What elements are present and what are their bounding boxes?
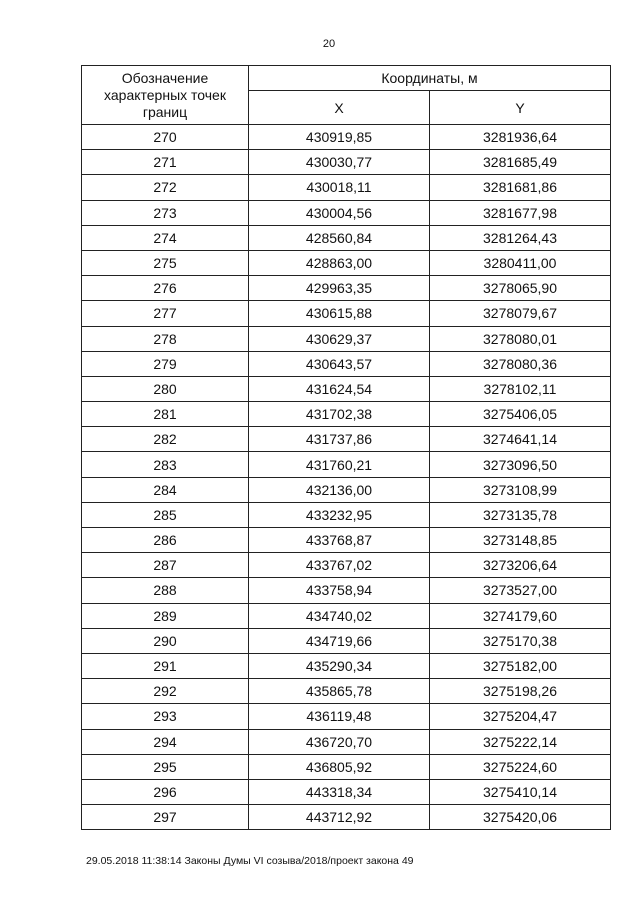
x-coordinate-cell: 433767,02	[249, 553, 430, 578]
y-coordinate-cell: 3281936,64	[430, 125, 611, 150]
table-row	[82, 679, 611, 704]
y-coordinate-cell: 3278102,11	[430, 376, 611, 401]
x-coordinate-cell: 434740,02	[249, 603, 430, 628]
point-id-cell: 288	[82, 578, 249, 603]
header-point-id: Обозначение характерных точек границ	[82, 66, 249, 125]
x-coordinate-cell: 429963,35	[249, 276, 430, 301]
x-coordinate-cell: 436720,70	[249, 729, 430, 754]
table-row	[82, 502, 611, 527]
y-coordinate-cell: 3275410,14	[430, 779, 611, 804]
x-coordinate-cell: 436119,48	[249, 704, 430, 729]
point-id-cell: 271	[82, 150, 249, 175]
point-id-cell: 290	[82, 628, 249, 653]
y-coordinate-cell: 3281681,86	[430, 175, 611, 200]
x-coordinate-cell: 431624,54	[249, 376, 430, 401]
point-id-cell: 270	[82, 125, 249, 150]
table-row	[82, 754, 611, 779]
table-row	[82, 704, 611, 729]
y-coordinate-cell: 3275420,06	[430, 805, 611, 830]
table-row	[82, 729, 611, 754]
table-row	[82, 175, 611, 200]
y-coordinate-cell: 3278065,90	[430, 276, 611, 301]
y-coordinate-cell: 3278080,36	[430, 351, 611, 376]
x-coordinate-cell: 432136,00	[249, 477, 430, 502]
point-id-cell: 297	[82, 805, 249, 830]
x-coordinate-cell: 430629,37	[249, 326, 430, 351]
table-row	[82, 225, 611, 250]
table-row	[82, 376, 611, 401]
x-coordinate-cell: 430643,57	[249, 351, 430, 376]
table-row	[82, 200, 611, 225]
x-coordinate-cell: 428560,84	[249, 225, 430, 250]
table-row	[82, 427, 611, 452]
y-coordinate-cell: 3275182,00	[430, 653, 611, 678]
x-coordinate-cell: 430615,88	[249, 301, 430, 326]
point-id-cell: 286	[82, 528, 249, 553]
y-coordinate-cell: 3275222,14	[430, 729, 611, 754]
y-coordinate-cell: 3275198,26	[430, 679, 611, 704]
x-coordinate-cell: 430919,85	[249, 125, 430, 150]
point-id-cell: 285	[82, 502, 249, 527]
point-id-cell: 283	[82, 452, 249, 477]
point-id-cell: 279	[82, 351, 249, 376]
x-coordinate-cell: 428863,00	[249, 250, 430, 275]
table-row	[82, 578, 611, 603]
point-id-cell: 272	[82, 175, 249, 200]
y-coordinate-cell: 3273527,00	[430, 578, 611, 603]
table-row	[82, 150, 611, 175]
y-coordinate-cell: 3278080,01	[430, 326, 611, 351]
point-id-cell: 296	[82, 779, 249, 804]
footer-document-info: 29.05.2018 11:38:14 Законы Думы VI созыва/2018/проект закона 49	[86, 855, 414, 867]
y-coordinate-cell: 3281685,49	[430, 150, 611, 175]
table-row	[82, 553, 611, 578]
x-coordinate-cell: 433232,95	[249, 502, 430, 527]
table-row	[82, 276, 611, 301]
point-id-cell: 293	[82, 704, 249, 729]
y-coordinate-cell: 3274641,14	[430, 427, 611, 452]
y-coordinate-cell: 3278079,67	[430, 301, 611, 326]
page-number: 20	[322, 38, 336, 50]
point-id-cell: 282	[82, 427, 249, 452]
x-coordinate-cell: 436805,92	[249, 754, 430, 779]
table-row	[82, 477, 611, 502]
x-coordinate-cell: 431737,86	[249, 427, 430, 452]
header-y: Y	[430, 91, 611, 125]
table-row	[82, 402, 611, 427]
x-coordinate-cell: 431702,38	[249, 402, 430, 427]
table-row	[82, 326, 611, 351]
y-coordinate-cell: 3273096,50	[430, 452, 611, 477]
y-coordinate-cell: 3273135,78	[430, 502, 611, 527]
point-id-cell: 275	[82, 250, 249, 275]
point-id-cell: 274	[82, 225, 249, 250]
table-row	[82, 779, 611, 804]
point-id-cell: 273	[82, 200, 249, 225]
y-coordinate-cell: 3273206,64	[430, 553, 611, 578]
y-coordinate-cell: 3275170,38	[430, 628, 611, 653]
table-row	[82, 603, 611, 628]
y-coordinate-cell: 3273148,85	[430, 528, 611, 553]
y-coordinate-cell: 3273108,99	[430, 477, 611, 502]
point-id-cell: 280	[82, 376, 249, 401]
y-coordinate-cell: 3275406,05	[430, 402, 611, 427]
header-coordinates: Координаты, м	[249, 66, 611, 91]
point-id-cell: 289	[82, 603, 249, 628]
x-coordinate-cell: 431760,21	[249, 452, 430, 477]
table-row	[82, 301, 611, 326]
x-coordinate-cell: 430018,11	[249, 175, 430, 200]
x-coordinate-cell: 435290,34	[249, 653, 430, 678]
table-body	[82, 125, 611, 830]
header-x: X	[249, 91, 430, 125]
y-coordinate-cell: 3281264,43	[430, 225, 611, 250]
x-coordinate-cell: 443318,34	[249, 779, 430, 804]
table-row	[82, 125, 611, 150]
table-header	[82, 66, 611, 125]
point-id-cell: 294	[82, 729, 249, 754]
x-coordinate-cell: 435865,78	[249, 679, 430, 704]
table-row	[82, 653, 611, 678]
point-id-cell: 281	[82, 402, 249, 427]
point-id-cell: 287	[82, 553, 249, 578]
y-coordinate-cell: 3275204,47	[430, 704, 611, 729]
y-coordinate-cell: 3280411,00	[430, 250, 611, 275]
point-id-cell: 292	[82, 679, 249, 704]
point-id-cell: 295	[82, 754, 249, 779]
point-id-cell: 291	[82, 653, 249, 678]
x-coordinate-cell: 430004,56	[249, 200, 430, 225]
x-coordinate-cell: 433768,87	[249, 528, 430, 553]
point-id-cell: 277	[82, 301, 249, 326]
x-coordinate-cell: 434719,66	[249, 628, 430, 653]
point-id-cell: 278	[82, 326, 249, 351]
table-row	[82, 528, 611, 553]
x-coordinate-cell: 443712,92	[249, 805, 430, 830]
y-coordinate-cell: 3281677,98	[430, 200, 611, 225]
y-coordinate-cell: 3274179,60	[430, 603, 611, 628]
table-row	[82, 250, 611, 275]
table-row	[82, 351, 611, 376]
point-id-cell: 276	[82, 276, 249, 301]
table-row	[82, 452, 611, 477]
x-coordinate-cell: 433758,94	[249, 578, 430, 603]
table-row	[82, 805, 611, 830]
point-id-cell: 284	[82, 477, 249, 502]
table-row	[82, 628, 611, 653]
x-coordinate-cell: 430030,77	[249, 150, 430, 175]
coordinates-table	[81, 65, 611, 830]
y-coordinate-cell: 3275224,60	[430, 754, 611, 779]
